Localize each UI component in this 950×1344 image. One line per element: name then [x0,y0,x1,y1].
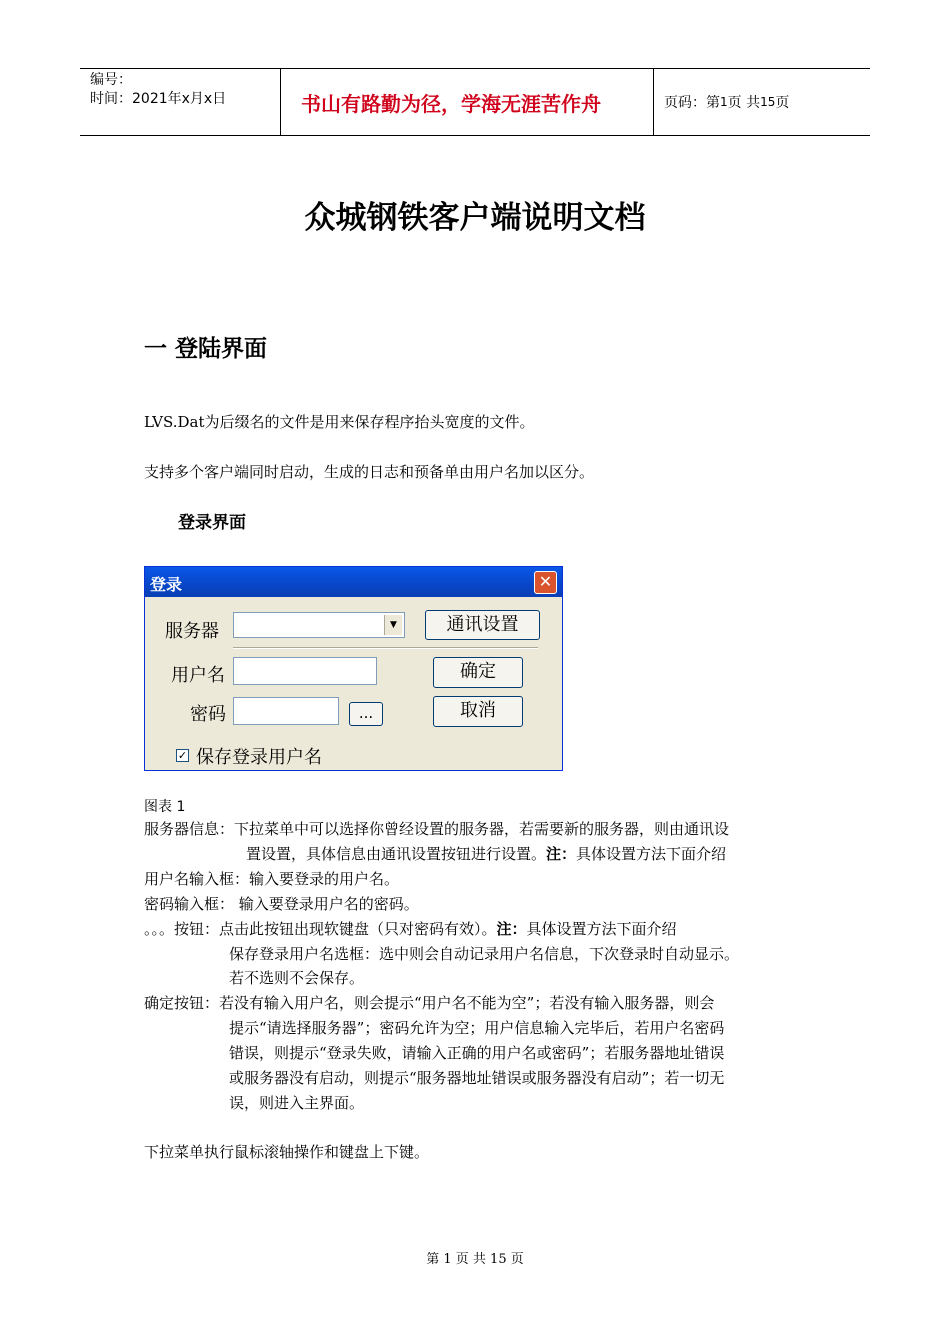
subheading-login: 登录界面 [178,513,246,533]
dialog-titlebar [145,567,562,597]
figure-caption: 图表 1 [144,799,186,815]
desc-line: 错误，则提示“登录失败，请输入正确的用户名或密码”；若服务器地址错误 [229,1044,725,1062]
close-icon[interactable]: ✕ [534,571,557,594]
desc-line: 用户名输入框：输入要登录的用户名。 [144,870,400,888]
paragraph-lvs: LVS.Dat为后缀名的文件是用来保存程序抬头宽度的文件。 [144,413,535,431]
login-dialog-figure [144,566,563,771]
section-heading: 一 登陆界面 [144,336,268,362]
server-label: 服务器 [165,621,219,642]
desc-line: 若不选则不会保存。 [229,969,365,987]
server-select[interactable] [233,612,405,638]
header-meta [80,69,281,135]
desc-line: 提示“请选择服务器”；密码允许为空；用户信息输入完毕后，若用户名密码 [229,1019,725,1037]
desc-line: 服务器信息：下拉菜单中可以选择你曾经设置的服务器，若需要新的服务器，则由通讯设 [144,820,730,838]
header-page-info: 页码：第 1 页 共 15 页 [664,95,790,111]
password-label: 密码 [190,704,226,725]
desc-line: 确定按钮：若没有输入用户名，则会提示“用户名不能为空”；若没有输入服务器，则会 [144,994,715,1012]
desc-line: 或服务器没有启动，则提示“服务器地址错误或服务器没有启动”；若一切无 [229,1069,725,1087]
save-username-label: 保存登录用户名 [196,747,322,768]
chevron-down-icon[interactable]: ▼ [384,615,402,635]
cancel-button[interactable]: 取消 [433,696,523,727]
document-title: 众城钢铁客户端说明文档 [304,200,646,236]
username-label: 用户名 [171,665,225,686]
desc-line: 。。。按钮：点击此按钮出现软键盘（只对密码有效）。注：具体设置方法下面介绍 [144,920,677,938]
desc-line: 下拉菜单执行鼠标滚轴操作和键盘上下键。 [144,1143,430,1161]
desc-line: 误，则进入主界面。 [229,1094,365,1112]
username-input[interactable] [233,657,377,685]
desc-line: 密码输入框： 输入要登录用户名的密码。 [144,895,419,913]
save-username-checkbox[interactable]: ✓ [177,749,188,762]
desc-line: 保存登录用户名选框：选中则会自动记录用户名信息，下次登录时自动显示。 [229,945,740,963]
password-input[interactable] [233,697,339,725]
paragraph-multi-client: 支持多个客户端同时启动，生成的日志和预备单由用户名加以区分。 [144,463,595,481]
comm-settings-button[interactable]: 通讯设置 [425,610,540,640]
page-header [80,68,870,136]
soft-keyboard-button[interactable]: ... [349,702,383,726]
page-footer: 第 1 页 共 15 页 [426,1252,524,1267]
header-time: 时间：2021年x月x日 [90,91,227,107]
ok-button[interactable]: 确定 [433,657,523,688]
desc-line: 置设置，具体信息由通讯设置按钮进行设置。注：具体设置方法下面介绍 [246,845,727,863]
header-motto: 书山有路勤为径，学海无涯苦作舟 [281,69,654,135]
header-number: 编号： [90,72,132,88]
divider [233,647,538,649]
dialog-title: 登录 [150,575,183,594]
